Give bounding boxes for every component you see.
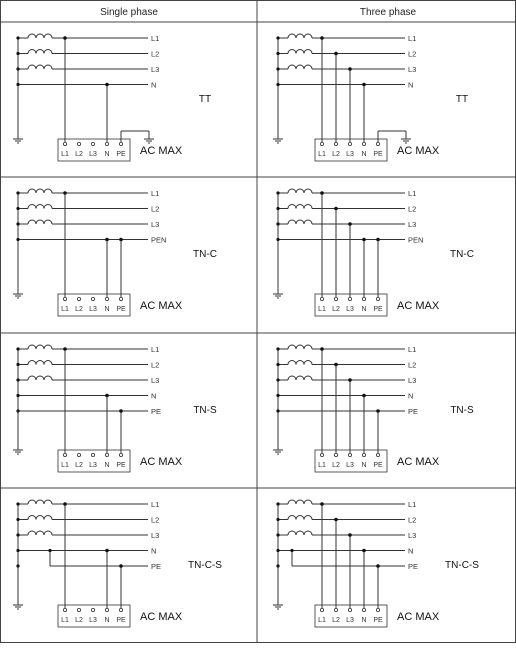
terminal-n	[105, 608, 108, 611]
terminal-l3	[348, 297, 351, 300]
junction-dot	[63, 347, 67, 351]
terminal-label-l2: L2	[332, 617, 340, 624]
terminal-pe	[119, 453, 122, 456]
terminal-l3	[91, 608, 94, 611]
junction-dot	[16, 222, 19, 225]
junction-dot	[16, 564, 19, 567]
transformer-coil	[288, 361, 312, 365]
junction-dot	[48, 549, 51, 552]
junction-dot	[276, 191, 279, 194]
junction-dot	[276, 549, 279, 552]
system-label-tn-s: TN-S	[450, 405, 474, 416]
wire-label-l3: L3	[151, 376, 160, 385]
terminal-label-pe: PE	[373, 151, 383, 158]
junction-dot	[348, 67, 352, 71]
wire-label-n: N	[151, 391, 157, 401]
junction-dot	[16, 409, 19, 412]
wire-label-n: N	[408, 80, 414, 90]
terminal-l1	[63, 608, 66, 611]
junction-dot	[334, 52, 338, 56]
transformer-coil	[28, 345, 52, 349]
terminal-l2	[334, 608, 337, 611]
junction-dot	[119, 564, 123, 568]
terminal-label-n: N	[361, 151, 367, 158]
terminal-label-l1: L1	[61, 617, 69, 624]
wire-label-l1: L1	[151, 500, 160, 509]
panel-tn-c-s-three	[273, 500, 479, 627]
terminal-label-pe: PE	[116, 617, 126, 624]
terminal-pe	[376, 142, 379, 145]
wire-label-l3: L3	[408, 531, 417, 540]
terminal-label-n: N	[104, 151, 110, 158]
wire-label-pe: PE	[151, 407, 162, 416]
terminal-label-l1: L1	[61, 462, 69, 469]
junction-dot	[16, 83, 19, 86]
transformer-coil	[28, 531, 52, 535]
terminal-l2	[334, 453, 337, 456]
junction-dot	[16, 191, 19, 194]
terminal-label-l3: L3	[89, 617, 97, 624]
junction-dot	[320, 347, 324, 351]
panel-tn-s-three	[273, 345, 474, 472]
wire-label-l2: L2	[408, 204, 417, 214]
wire-label-pe: PE	[151, 562, 162, 571]
terminal-label-n: N	[361, 306, 367, 313]
transformer-coil	[28, 34, 52, 38]
terminal-pe	[376, 453, 379, 456]
terminal-n	[362, 608, 365, 611]
junction-dot	[16, 238, 19, 241]
wire-label-n: N	[151, 546, 157, 556]
terminal-label-pe: PE	[373, 306, 383, 313]
terminal-n	[105, 297, 108, 300]
terminal-label-l2: L2	[332, 306, 340, 313]
junction-dot	[276, 36, 279, 39]
wire-label-l3: L3	[151, 220, 160, 229]
terminal-label-l1: L1	[318, 462, 326, 469]
transformer-coil	[288, 205, 312, 209]
wire-label-l1: L1	[408, 189, 417, 198]
transformer-coil	[288, 220, 312, 224]
junction-dot	[16, 502, 19, 505]
junction-dot	[276, 207, 279, 210]
terminal-label-n: N	[361, 617, 367, 624]
junction-dot	[276, 502, 279, 505]
junction-dot	[105, 238, 109, 242]
terminal-l2	[334, 142, 337, 145]
terminal-label-l1: L1	[318, 151, 326, 158]
junction-dot	[348, 378, 352, 382]
junction-dot	[276, 67, 279, 70]
terminal-label-pe: PE	[116, 151, 126, 158]
terminal-pe	[119, 297, 122, 300]
terminal-label-l2: L2	[75, 306, 83, 313]
junction-dot	[63, 191, 67, 195]
terminal-l3	[91, 453, 94, 456]
diagram-panels	[13, 34, 479, 627]
system-label-tn-c: TN-C	[450, 249, 474, 260]
transformer-coil	[288, 50, 312, 54]
junction-dot	[334, 207, 338, 211]
system-label-tn-c-s: TN-C-S	[445, 560, 479, 571]
transformer-coil	[288, 376, 312, 380]
wire-label-l2: L2	[408, 360, 417, 370]
wire-label-l3: L3	[408, 376, 417, 385]
table-border	[1, 1, 516, 643]
terminal-label-pe: PE	[116, 306, 126, 313]
terminal-l1	[320, 608, 323, 611]
terminal-label-pe: PE	[373, 617, 383, 624]
terminal-label-l3: L3	[89, 151, 97, 158]
terminal-l1	[63, 453, 66, 456]
terminal-l1	[63, 297, 66, 300]
junction-dot	[276, 394, 279, 397]
terminal-l3	[348, 608, 351, 611]
wire-label-l2: L2	[408, 49, 417, 59]
terminal-label-n: N	[104, 306, 110, 313]
terminal-label-pe: PE	[116, 462, 126, 469]
wire-label-l3: L3	[408, 65, 417, 74]
wire-label-l1: L1	[408, 34, 417, 43]
terminal-l1	[320, 142, 323, 145]
junction-dot	[334, 363, 338, 367]
terminal-pe	[376, 297, 379, 300]
junction-dot	[16, 533, 19, 536]
transformer-coil	[28, 65, 52, 69]
terminal-n	[362, 142, 365, 145]
wire-label-pen: PEN	[151, 235, 167, 245]
device-label: AC MAX	[397, 611, 440, 623]
terminal-n	[362, 297, 365, 300]
junction-dot	[16, 394, 19, 397]
system-label-tt: TT	[455, 94, 469, 105]
junction-dot	[16, 52, 19, 55]
junction-dot	[16, 363, 19, 366]
terminal-label-n: N	[104, 617, 110, 624]
system-label-tt: TT	[198, 94, 212, 105]
junction-dot	[362, 238, 366, 242]
terminal-l2	[77, 453, 80, 456]
transformer-coil	[28, 500, 52, 504]
terminal-label-l3: L3	[346, 306, 354, 313]
terminal-label-l1: L1	[318, 617, 326, 624]
terminal-label-l1: L1	[61, 151, 69, 158]
terminal-label-l1: L1	[61, 306, 69, 313]
device-label: AC MAX	[140, 300, 183, 312]
wire-label-pe: PE	[408, 407, 419, 416]
device-label: AC MAX	[397, 456, 440, 468]
terminal-label-l3: L3	[346, 151, 354, 158]
transformer-coil	[288, 189, 312, 193]
terminal-label-l3: L3	[346, 462, 354, 469]
device-label: AC MAX	[397, 145, 440, 157]
panel-tt-three	[273, 34, 468, 161]
terminal-l3	[91, 297, 94, 300]
terminal-l2	[77, 297, 80, 300]
junction-dot	[105, 83, 109, 87]
junction-dot	[16, 347, 19, 350]
junction-dot	[276, 409, 279, 412]
wire-label-l3: L3	[151, 531, 160, 540]
terminal-pe	[119, 608, 122, 611]
transformer-coil	[288, 500, 312, 504]
junction-dot	[320, 191, 324, 195]
junction-dot	[276, 363, 279, 366]
wire-label-n: N	[408, 546, 414, 556]
device-label: AC MAX	[140, 456, 183, 468]
terminal-l2	[334, 297, 337, 300]
wire-label-l2: L2	[408, 515, 417, 525]
junction-dot	[105, 549, 109, 553]
terminal-n	[105, 142, 108, 145]
terminal-l1	[320, 453, 323, 456]
device-label: AC MAX	[397, 300, 440, 312]
device-label: AC MAX	[140, 611, 183, 623]
wire-label-l3: L3	[408, 220, 417, 229]
junction-dot	[16, 518, 19, 521]
wire-label-l1: L1	[408, 345, 417, 354]
junction-dot	[276, 52, 279, 55]
header-single-phase: Single phase	[100, 7, 158, 18]
panel-tn-c-three	[273, 189, 474, 316]
system-label-tn-c: TN-C	[193, 249, 217, 260]
terminal-label-l3: L3	[89, 306, 97, 313]
transformer-coil	[288, 345, 312, 349]
terminal-label-l2: L2	[75, 617, 83, 624]
header-three-phase: Three phase	[359, 7, 417, 18]
transformer-coil	[288, 531, 312, 535]
terminal-label-l2: L2	[75, 462, 83, 469]
wire-label-n: N	[151, 80, 157, 90]
wire-label-l2: L2	[151, 204, 160, 214]
device-label: AC MAX	[140, 145, 183, 157]
wire-label-pe: PE	[408, 562, 419, 571]
junction-dot	[320, 502, 324, 506]
terminal-label-l3: L3	[346, 617, 354, 624]
terminal-l2	[77, 608, 80, 611]
wire-label-l1: L1	[151, 345, 160, 354]
junction-dot	[276, 222, 279, 225]
junction-dot	[276, 518, 279, 521]
junction-dot	[348, 222, 352, 226]
junction-dot	[276, 564, 279, 567]
panel-tt-single	[13, 34, 211, 161]
system-label-tn-c-s: TN-C-S	[188, 560, 222, 571]
junction-dot	[290, 549, 293, 552]
terminal-label-l2: L2	[75, 151, 83, 158]
terminal-n	[362, 453, 365, 456]
system-label-tn-s: TN-S	[193, 405, 217, 416]
terminal-l3	[348, 453, 351, 456]
junction-dot	[376, 564, 380, 568]
terminal-l3	[348, 142, 351, 145]
junction-dot	[119, 238, 123, 242]
terminal-label-n: N	[361, 462, 367, 469]
junction-dot	[362, 83, 366, 87]
junction-dot	[16, 378, 19, 381]
terminal-n	[105, 453, 108, 456]
junction-dot	[334, 518, 338, 522]
junction-dot	[348, 533, 352, 537]
junction-dot	[320, 36, 324, 40]
transformer-coil	[28, 50, 52, 54]
terminal-label-l3: L3	[89, 462, 97, 469]
panel-tn-s-single	[13, 345, 217, 472]
transformer-coil	[28, 189, 52, 193]
terminal-label-l2: L2	[332, 462, 340, 469]
junction-dot	[16, 67, 19, 70]
terminal-l1	[320, 297, 323, 300]
terminal-l3	[91, 142, 94, 145]
junction-dot	[119, 409, 123, 413]
wire-label-n: N	[408, 391, 414, 401]
panel-tn-c-s-single	[13, 500, 222, 627]
junction-dot	[16, 549, 19, 552]
junction-dot	[362, 394, 366, 398]
junction-dot	[276, 533, 279, 536]
junction-dot	[16, 207, 19, 210]
terminal-label-l1: L1	[318, 306, 326, 313]
junction-dot	[376, 238, 380, 242]
panel-tn-c-single	[13, 189, 217, 316]
terminal-l2	[77, 142, 80, 145]
wire-label-l2: L2	[151, 360, 160, 370]
terminal-label-l2: L2	[332, 151, 340, 158]
transformer-coil	[28, 516, 52, 520]
junction-dot	[63, 36, 67, 40]
terminal-label-pe: PE	[373, 462, 383, 469]
transformer-coil	[28, 220, 52, 224]
junction-dot	[276, 347, 279, 350]
junction-dot	[63, 502, 67, 506]
transformer-coil	[288, 34, 312, 38]
transformer-coil	[288, 65, 312, 69]
transformer-coil	[28, 205, 52, 209]
terminal-l1	[63, 142, 66, 145]
junction-dot	[376, 409, 380, 413]
wire-label-l1: L1	[151, 34, 160, 43]
wire-label-l3: L3	[151, 65, 160, 74]
junction-dot	[276, 83, 279, 86]
wire-label-l2: L2	[151, 49, 160, 59]
transformer-coil	[28, 361, 52, 365]
junction-dot	[276, 378, 279, 381]
junction-dot	[16, 36, 19, 39]
junction-dot	[105, 394, 109, 398]
transformer-coil	[288, 516, 312, 520]
wire-label-pen: PEN	[408, 235, 424, 245]
wire-label-l1: L1	[151, 189, 160, 198]
transformer-coil	[28, 376, 52, 380]
wire-label-l1: L1	[408, 500, 417, 509]
junction-dot	[276, 238, 279, 241]
terminal-pe	[376, 608, 379, 611]
wire-label-l2: L2	[151, 515, 160, 525]
terminal-pe	[119, 142, 122, 145]
terminal-label-n: N	[104, 462, 110, 469]
junction-dot	[362, 549, 366, 553]
